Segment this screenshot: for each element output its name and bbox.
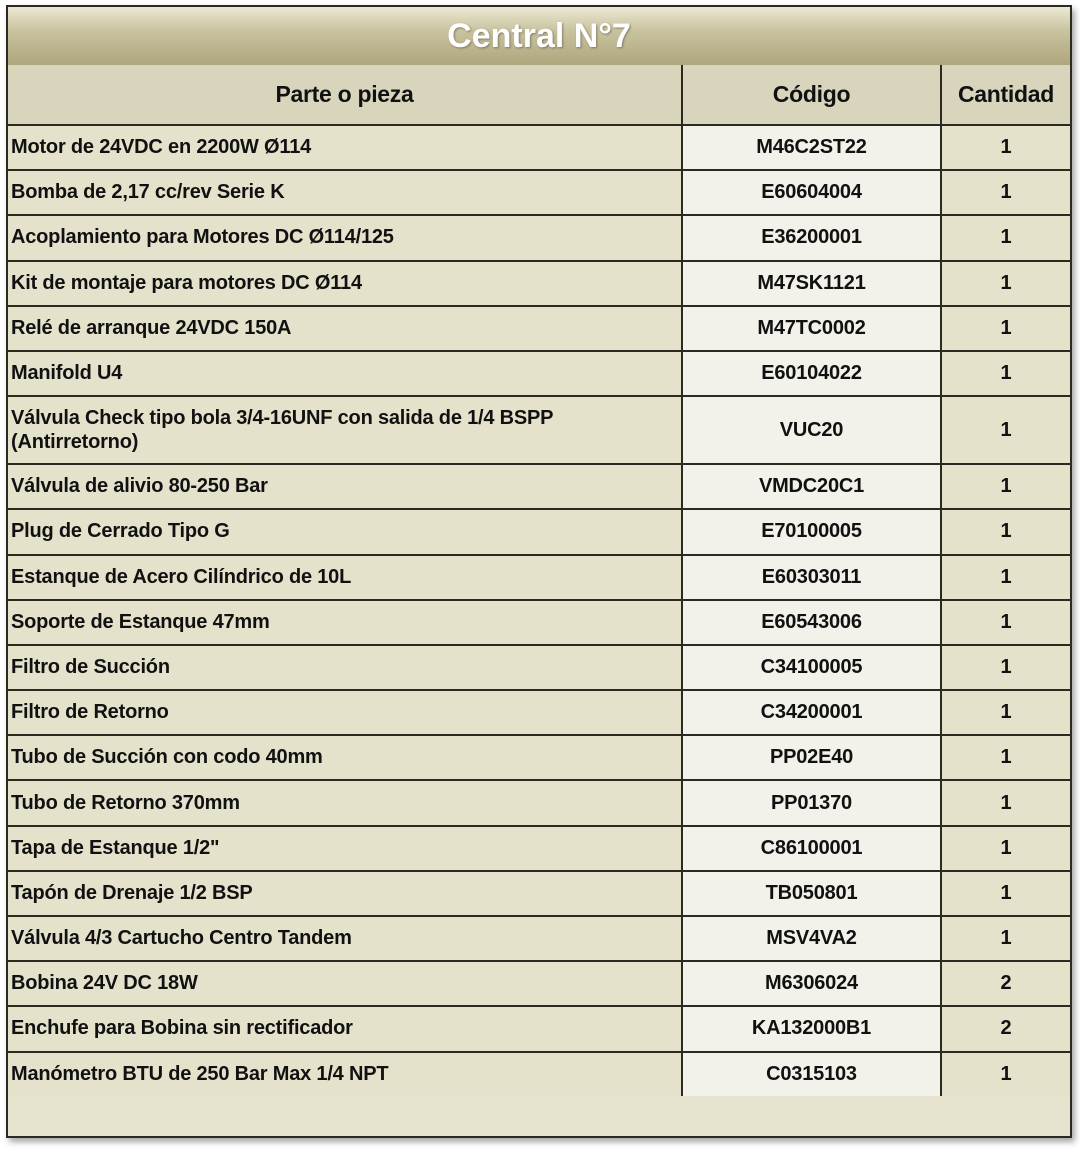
table-row [8, 215, 1070, 260]
table-row [8, 600, 1070, 645]
table-row [8, 780, 1070, 825]
cell-qty: 1 [941, 735, 1070, 780]
table-row [8, 464, 1070, 509]
table-row [8, 735, 1070, 780]
cell-code: TB050801 [682, 871, 941, 916]
table-row [8, 826, 1070, 871]
table-row [8, 125, 1070, 170]
table-row [8, 555, 1070, 600]
cell-code: PP02E40 [682, 735, 941, 780]
cell-part: Manifold U4 [8, 351, 682, 396]
table-row [8, 1052, 1070, 1096]
cell-part: Estanque de Acero Cilíndrico de 10L [8, 555, 682, 600]
cell-part: Manómetro BTU de 250 Bar Max 1/4 NPT [8, 1052, 682, 1096]
table-row [8, 645, 1070, 690]
header-code: Código [682, 65, 941, 125]
table-row [8, 916, 1070, 961]
cell-code: M47SK1121 [682, 261, 941, 306]
cell-part: Relé de arranque 24VDC 150A [8, 306, 682, 351]
cell-qty: 1 [941, 600, 1070, 645]
cell-code: E60604004 [682, 170, 941, 215]
cell-qty: 2 [941, 961, 1070, 1006]
table-row [8, 871, 1070, 916]
cell-qty: 1 [941, 690, 1070, 735]
cell-code: C0315103 [682, 1052, 941, 1096]
cell-qty: 1 [941, 645, 1070, 690]
cell-part: Tapón de Drenaje 1/2 BSP [8, 871, 682, 916]
cell-qty: 1 [941, 125, 1070, 170]
cell-code: C34100005 [682, 645, 941, 690]
table-title: Central N°7 [8, 7, 1070, 67]
table-body [8, 125, 1070, 1096]
cell-part: Bobina 24V DC 18W [8, 961, 682, 1006]
cell-qty: 1 [941, 351, 1070, 396]
cell-part: Plug de Cerrado Tipo G [8, 509, 682, 554]
cell-qty: 1 [941, 555, 1070, 600]
cell-code: E60543006 [682, 600, 941, 645]
cell-code: E60303011 [682, 555, 941, 600]
table-row [8, 690, 1070, 735]
cell-part: Válvula 4/3 Cartucho Centro Tandem [8, 916, 682, 961]
cell-qty: 1 [941, 871, 1070, 916]
parts-table [8, 65, 1070, 1096]
cell-part: Bomba de 2,17 cc/rev Serie K [8, 170, 682, 215]
cell-code: KA132000B1 [682, 1006, 941, 1051]
table-row [8, 261, 1070, 306]
cell-code: E60104022 [682, 351, 941, 396]
table-row [8, 170, 1070, 215]
cell-part: Filtro de Retorno [8, 690, 682, 735]
cell-part: Tubo de Retorno 370mm [8, 780, 682, 825]
cell-qty: 1 [941, 1052, 1070, 1096]
header-part: Parte o pieza [8, 65, 682, 125]
cell-code: M46C2ST22 [682, 125, 941, 170]
cell-qty: 1 [941, 826, 1070, 871]
cell-part: Enchufe para Bobina sin rectificador [8, 1006, 682, 1051]
cell-code: PP01370 [682, 780, 941, 825]
cell-part: Soporte de Estanque 47mm [8, 600, 682, 645]
table-row [8, 306, 1070, 351]
header-qty: Cantidad [941, 65, 1070, 125]
cell-code: MSV4VA2 [682, 916, 941, 961]
cell-part: Tapa de Estanque 1/2" [8, 826, 682, 871]
cell-code: E70100005 [682, 509, 941, 554]
cell-qty: 1 [941, 170, 1070, 215]
table-row [8, 1006, 1070, 1051]
cell-part: Motor de 24VDC en 2200W Ø114 [8, 125, 682, 170]
cell-qty: 1 [941, 261, 1070, 306]
cell-code: C34200001 [682, 690, 941, 735]
cell-part: Acoplamiento para Motores DC Ø114/125 [8, 215, 682, 260]
cell-qty: 1 [941, 396, 1070, 464]
cell-part: Filtro de Succión [8, 645, 682, 690]
cell-qty: 2 [941, 1006, 1070, 1051]
cell-code: C86100001 [682, 826, 941, 871]
table-row [8, 351, 1070, 396]
table-row [8, 961, 1070, 1006]
cell-code: M6306024 [682, 961, 941, 1006]
cell-qty: 1 [941, 780, 1070, 825]
parts-table-frame [6, 5, 1072, 1138]
cell-code: E36200001 [682, 215, 941, 260]
cell-part: Kit de montaje para motores DC Ø114 [8, 261, 682, 306]
cell-qty: 1 [941, 464, 1070, 509]
cell-code: M47TC0002 [682, 306, 941, 351]
cell-code: VMDC20C1 [682, 464, 941, 509]
header-row [8, 65, 1070, 125]
cell-code: VUC20 [682, 396, 941, 464]
cell-part: Válvula de alivio 80-250 Bar [8, 464, 682, 509]
table-row [8, 396, 1070, 464]
cell-qty: 1 [941, 916, 1070, 961]
cell-qty: 1 [941, 215, 1070, 260]
table-row [8, 509, 1070, 554]
cell-qty: 1 [941, 509, 1070, 554]
cell-part: Tubo de Succión con codo 40mm [8, 735, 682, 780]
cell-qty: 1 [941, 306, 1070, 351]
cell-part: Válvula Check tipo bola 3/4-16UNF con salida de 1/4 BSPP (Antirretorno) [8, 396, 682, 464]
